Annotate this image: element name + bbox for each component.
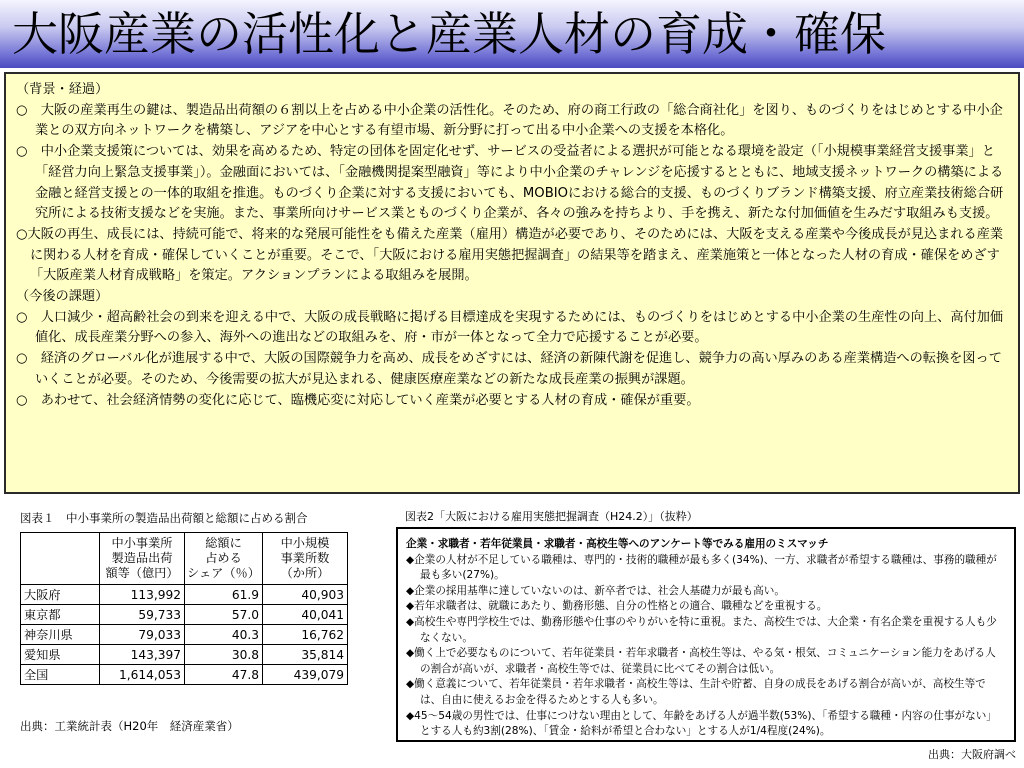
background-paragraph: ○ 大阪の産業再生の鍵は、製造品出荷額の６割以上を占める中小企業の活性化。そのため、府の商工行政の「総合商社化」を図り、ものづくりをはじめとする中小企業との双方向ネットワークを構築し、アジアを中心とする有望市場、新分野に打って出る中小企業への支援を本格化。 — [16, 102, 1003, 139]
header-line: 占める — [205, 551, 242, 565]
table-row — [21, 665, 348, 685]
cell-count: 16,762 — [263, 625, 348, 645]
table-corner-cell — [21, 533, 100, 585]
cell-shipment: 79,033 — [100, 625, 185, 645]
column-header-shipment — [100, 533, 185, 585]
table-row — [21, 605, 348, 625]
sme-shipment-table — [20, 532, 348, 685]
survey-item: ◆働く意義について、若年従業員・若年求職者・高校生等は、生計や貯蓄、自身の成長をあげる割合が高いが、高校生等では、自由に使えるお金を得るためとする人も多い。 — [406, 678, 986, 706]
survey-item: ◆企業の人材が不足している職種は、専門的・技術的職種が最も多く(34%)、一方、求職者が希望する職種は、事務的職種が最も多い(27%)。 — [406, 553, 997, 582]
cell-count: 35,814 — [263, 645, 348, 665]
cell-share: 40.3 — [185, 625, 263, 645]
issues-paragraph: ○ 人口減少・超高齢社会の到来を迎える中で、大阪の成長戦略に掲げる目標達成を実現するためには、ものづくりをはじめとする中小企業の生産性の向上、高付加価値化、成長産業分野への参入、海外への進出などの取組みを、府・市が一体となって全力で応援することが必要。 — [16, 309, 1004, 346]
cell-count: 40,041 — [263, 605, 348, 625]
issues-paragraph: ○ あわせて、社会経済情勢の変化に応じて、臨機応変に対応していく産業が必要とする人材の育成・確保が重要。 — [16, 392, 700, 408]
survey-caption: 図表2「大阪における雇用実態把握調査（H24.2）」（抜粋） — [405, 510, 698, 523]
cell-count: 40,903 — [263, 585, 348, 605]
row-label: 大阪府 — [21, 585, 100, 605]
table-header-row — [21, 533, 348, 585]
row-label: 全国 — [21, 665, 100, 685]
row-label: 神奈川県 — [21, 625, 100, 645]
background-paragraph: ○ 中小企業支援策については、効果を高めるため、特定の団体を固定化せず、サービスの受益者による選択が可能となる環境を設定（「小規模事業経営支援事業」と「経営力向上緊急支援事業」）。金融面においては、「金融機関提案型融資」等により中小企業のチャレンジを応援するとともに、地域支援ネットワークの構築による金融と経営支援との一体的取組を推進。ものづくり企業に対する支援においても、MOBIOにおける総合的支援、ものづくりブランド構築支援、府立産業技術総合研究所による技術支援などを実施。また、事業所向けサービス業とものづくり企業が、各々の強みを持ちより、手を携え、新たな付加価値を生みだす取組みも支援。 — [16, 144, 1004, 222]
header-line: 額等（億円） — [105, 566, 179, 580]
cell-shipment: 1,614,053 — [100, 665, 185, 685]
row-label: 東京都 — [21, 605, 100, 625]
page-title: 大阪産業の活性化と産業人材の育成・確保 — [12, 7, 886, 61]
header-line: 中小事業所 — [111, 536, 173, 550]
section-heading-issues: （今後の課題） — [16, 289, 109, 305]
header-line: 中小規模 — [280, 536, 330, 550]
column-header-share — [185, 533, 263, 585]
table-row — [21, 645, 348, 665]
table-row — [21, 625, 348, 645]
cell-share: 47.8 — [185, 665, 263, 685]
column-header-count — [263, 533, 348, 585]
cell-shipment: 59,733 — [100, 605, 185, 625]
survey-item: ◆若年求職者は、就職にあたり、勤務形態、自分の性格との適合、職種などを重視する。 — [406, 600, 828, 613]
table1-caption: 図表１ 中小事業所の製造品出荷額と総額に占める割合 — [20, 511, 308, 525]
table1-source: 出典：工業統計表（H20年 経済産業省） — [20, 719, 239, 733]
cell-count: 439,079 — [263, 665, 348, 685]
section-heading-background: （背景・経過） — [16, 82, 109, 97]
survey-box — [396, 527, 1016, 742]
background-section — [4, 72, 1020, 494]
cell-share: 57.0 — [185, 605, 263, 625]
table-row — [21, 585, 348, 605]
survey-item: ◆高校生や専門学校生では、勤務形態や仕事のやりがいを特に重視。また、高校生では、大企業・有名企業を重視する人も少なくない。 — [406, 615, 997, 644]
survey-item: ◆働く上で必要なものについて、若年従業員・若年求職者・高校生等は、やる気・根気、コミュニケーション能力をあげる人の割合が高いが、求職者・高校生等では、従業員に比べてその割合は低い。 — [406, 647, 996, 675]
survey-source: 出典：大阪府調べ — [928, 748, 1016, 761]
survey-heading: 企業・求職者・若年従業員・求職者・高校生等へのアンケート等でみる雇用のミスマッチ — [406, 538, 829, 550]
cell-shipment: 113,992 — [100, 585, 185, 605]
survey-item: ◆45～54歳の男性では、仕事につけない理由として、年齢をあげる人が過半数(53%)、「希望する職種・内容の仕事がない」とする人も約3割(28%)、「賃金・給料が希望と合わない」とする人が1/4程度(24%)。 — [406, 709, 997, 738]
cell-shipment: 143,397 — [100, 645, 185, 665]
header-line: 製造品出荷 — [111, 551, 173, 565]
cell-share: 61.9 — [185, 585, 263, 605]
header-line: 事業所数 — [280, 551, 330, 565]
title-bar — [0, 0, 1024, 68]
header-line: シェア（％） — [187, 566, 260, 580]
issues-paragraph: ○ 経済のグローバル化が進展する中で、大阪の国際競争力を高め、成長をめざすには、経済の新陳代謝を促進し、競争力の高い厚みのある産業構造への転換を図っていくことが必要。そのため、今後需要の拡大が見込まれる、健康医療産業などの新たな成長産業の振興が課題。 — [16, 351, 1002, 387]
header-line: （か所） — [280, 566, 330, 580]
row-label: 愛知県 — [21, 645, 100, 665]
background-paragraph: ○大阪の再生、成長には、持続可能で、将来的な発展可能性をも備えた産業（雇用）構造が必要であり、そのためには、大阪を支える産業や今後成長が見込まれる産業に関わる人材を育成・確保していくことが重要。そこで、「大阪における雇用実態把握調査」の結果等を踏まえ、産業施策と一体となった人材の育成・確保をめざす「大阪産業人材育成戦略」を策定。アクションプランによる取組みを展開。 — [16, 226, 1004, 284]
header-line: 総額に — [205, 536, 242, 550]
cell-share: 30.8 — [185, 645, 263, 665]
survey-item: ◆企業の採用基準に達していないのは、新卒者では、社会人基礎力が最も高い。 — [406, 584, 785, 597]
